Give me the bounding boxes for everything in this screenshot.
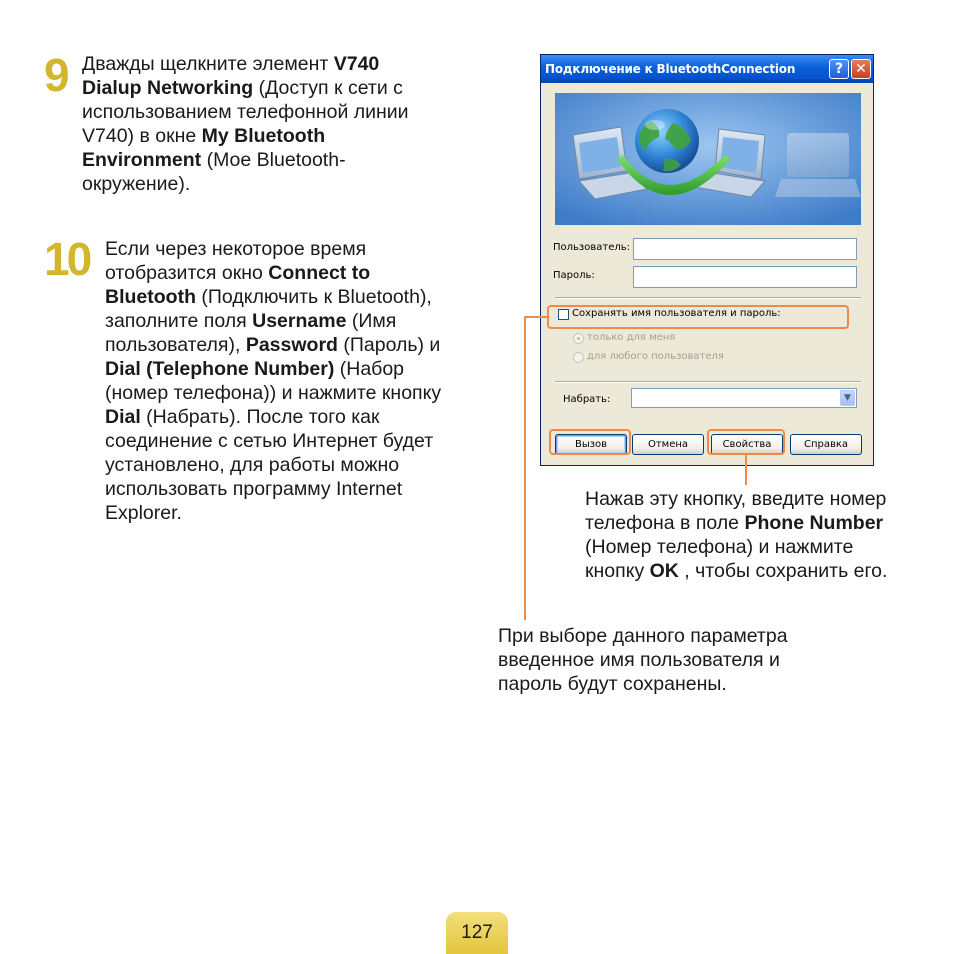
dialog-banner-image — [555, 93, 861, 225]
dial-button-highlight — [549, 429, 631, 455]
username-input[interactable] — [633, 238, 857, 260]
step-number-10: 10 — [44, 233, 90, 285]
save-leader-horizontal — [524, 316, 548, 318]
radio-anyone[interactable] — [573, 352, 584, 363]
dial-label: Набрать: — [563, 394, 611, 405]
page-number: 127 — [461, 922, 493, 943]
save-callout-text: При выборе данного параметра введенное имя пользователя и пароль будут сохранены. — [498, 625, 788, 695]
properties-callout-text: Нажав эту кнопку, введите номер телефона в поле Phone Number (Номер телефона) и нажмите кнопку OK , чтобы сохранить его. — [585, 488, 888, 582]
cancel-button[interactable]: Отмена — [632, 434, 704, 455]
step-9-text: Дважды щелкните элемент V740 Dialup Networking (Доступ к сети с использованием телефонной линии V740) в окне My Bluetooth Environment (Мое Bluetooth-окружение). — [82, 53, 409, 195]
save-credentials-label: Сохранять имя пользователя и пароль: — [572, 308, 781, 319]
connect-dialog — [540, 54, 874, 466]
dial-number-dropdown[interactable] — [631, 388, 857, 408]
separator-top — [555, 297, 861, 299]
step-10-text: Если через некоторое время отобразится окно Connect to Bluetooth (Подключить к Bluetooth), заполните поля Username (Имя пользователя), Password (Пароль) и Dial (Telephone Number) (Набор (номер телефона)) и нажмите кнопку Dial (Набрать). После того как соединение с сетью Интернет будет установлено, для работы можно использовать программу Internet Explorer. — [105, 238, 442, 524]
properties-leader-vertical — [745, 455, 747, 485]
network-globe-illustration — [555, 93, 861, 225]
save-leader-vertical — [524, 316, 526, 620]
radio-anyone-label: для любого пользователя — [587, 351, 724, 362]
radio-only-me-label: только для меня — [587, 332, 676, 343]
step-number-9: 9 — [44, 49, 67, 101]
save-option-highlight — [547, 305, 849, 329]
chevron-down-icon[interactable]: ▼ — [840, 390, 855, 406]
close-title-button[interactable]: ✕ — [851, 59, 871, 79]
dialog-title: Подключение к BluetoothConnection — [545, 62, 796, 76]
username-label: Пользователь: — [553, 242, 631, 253]
dialog-title-bar[interactable] — [541, 55, 873, 83]
properties-button-highlight — [707, 429, 785, 455]
help-button[interactable]: Справка — [790, 434, 862, 455]
password-label: Пароль: — [553, 270, 595, 281]
password-input[interactable] — [633, 266, 857, 288]
page-number-tab — [446, 912, 508, 954]
laptop-right-faded-icon — [775, 133, 861, 197]
properties-button[interactable]: Свойства — [711, 434, 783, 455]
dial-button[interactable]: Вызов — [555, 434, 627, 455]
help-title-button[interactable]: ? — [829, 59, 849, 79]
radio-only-me[interactable] — [573, 333, 584, 344]
separator-bottom — [555, 381, 861, 383]
